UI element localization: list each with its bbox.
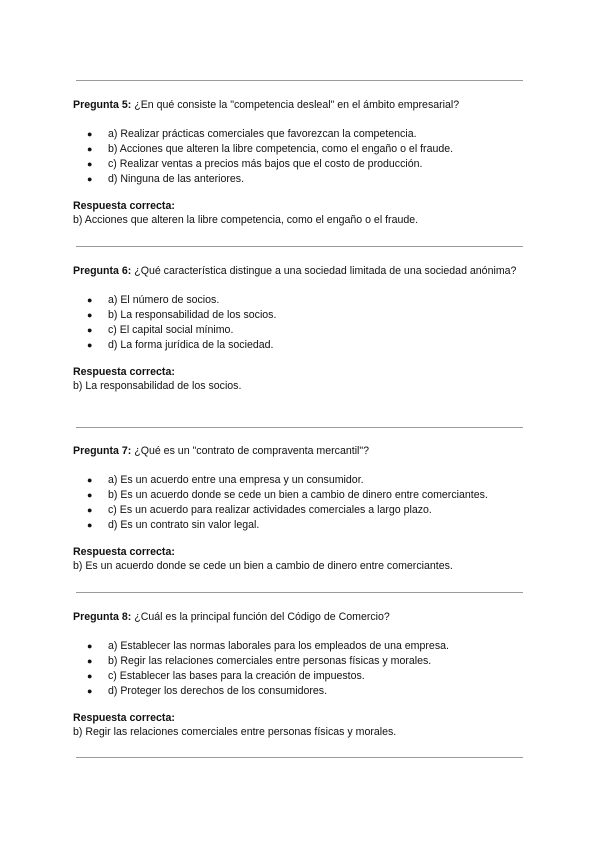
answer-heading: Respuesta correcta: (73, 200, 175, 212)
option-item (73, 127, 525, 142)
question-label: Pregunta 8: (73, 611, 132, 623)
option-item (73, 293, 525, 308)
answer-heading: Respuesta correcta: (73, 546, 175, 558)
option-text: b) Es un acuerdo donde se cede un bien a cambio de dinero entre comerciantes. (108, 489, 488, 501)
bullet-icon: ● (87, 686, 93, 696)
options-list (73, 127, 525, 187)
option-text: c) El capital social mínimo. (108, 324, 234, 336)
divider (76, 427, 523, 428)
bullet-icon: ● (87, 325, 93, 335)
bullet-icon: ● (87, 159, 93, 169)
option-item (73, 338, 525, 353)
bullet-icon: ● (87, 505, 93, 515)
question-body: ¿En qué consiste la "competencia desleal" en el ámbito empresarial? (134, 99, 460, 111)
question-label: Pregunta 6: (73, 265, 132, 277)
option-text: b) Acciones que alteren la libre competencia, como el engaño o el fraude. (108, 143, 454, 155)
answer-heading: Respuesta correcta: (73, 712, 175, 724)
option-text: c) Realizar ventas a precios más bajos que el costo de producción. (108, 158, 423, 170)
option-text: d) Ninguna de las anteriores. (108, 173, 245, 185)
option-text: b) Regir las relaciones comerciales entre personas físicas y morales. (108, 655, 432, 667)
option-item (73, 669, 525, 684)
question-label: Pregunta 7: (73, 445, 132, 457)
options-list (73, 473, 525, 533)
option-text: a) Realizar prácticas comerciales que favorezcan la competencia. (108, 128, 417, 140)
option-item (73, 157, 525, 172)
option-item (73, 308, 525, 323)
bullet-icon: ● (87, 656, 93, 666)
option-text: a) Es un acuerdo entre una empresa y un consumidor. (108, 474, 364, 486)
divider (76, 757, 523, 758)
divider (76, 246, 523, 247)
options-list (73, 639, 525, 699)
bullet-icon: ● (87, 340, 93, 350)
option-item (73, 488, 525, 503)
question-block-7 (73, 444, 525, 573)
option-item (73, 172, 525, 187)
bullet-icon: ● (87, 129, 93, 139)
question-block-5 (73, 98, 525, 227)
option-item (73, 503, 525, 518)
option-text: d) La forma jurídica de la sociedad. (108, 339, 274, 351)
bullet-icon: ● (87, 490, 93, 500)
bullet-icon: ● (87, 475, 93, 485)
question-body: ¿Qué es un "contrato de compraventa mercantil"? (134, 445, 370, 457)
question-text (73, 264, 525, 279)
question-text (73, 610, 525, 625)
question-text (73, 444, 525, 459)
bullet-icon: ● (87, 144, 93, 154)
bullet-icon: ● (87, 671, 93, 681)
question-body: ¿Cuál es la principal función del Código de Comercio? (134, 611, 390, 623)
option-item (73, 684, 525, 699)
question-body: ¿Qué característica distingue a una sociedad limitada de una sociedad anónima? (134, 265, 517, 277)
option-item (73, 639, 525, 654)
options-list (73, 293, 525, 353)
option-item (73, 654, 525, 669)
question-block-6 (73, 264, 525, 393)
bullet-icon: ● (87, 295, 93, 305)
option-text: a) Establecer las normas laborales para los empleados de una empresa. (108, 640, 449, 652)
bullet-icon: ● (87, 310, 93, 320)
option-item (73, 518, 525, 533)
answer-heading: Respuesta correcta: (73, 366, 175, 378)
answer-text: b) Es un acuerdo donde se cede un bien a cambio de dinero entre comerciantes. (73, 560, 453, 572)
option-item (73, 142, 525, 157)
answer-text: b) Acciones que alteren la libre competencia, como el engaño o el fraude. (73, 214, 419, 226)
answer-text: b) Regir las relaciones comerciales entre personas físicas y morales. (73, 726, 397, 738)
option-text: a) El número de socios. (108, 294, 220, 306)
question-text (73, 98, 525, 113)
bullet-icon: ● (87, 641, 93, 651)
divider (76, 80, 523, 81)
option-text: d) Es un contrato sin valor legal. (108, 519, 260, 531)
divider (76, 592, 523, 593)
question-block-8 (73, 610, 525, 739)
question-label: Pregunta 5: (73, 99, 132, 111)
answer-text: b) La responsabilidad de los socios. (73, 380, 242, 392)
option-text: c) Establecer las bases para la creación de impuestos. (108, 670, 365, 682)
option-item (73, 473, 525, 488)
bullet-icon: ● (87, 174, 93, 184)
option-text: b) La responsabilidad de los socios. (108, 309, 277, 321)
option-text: c) Es un acuerdo para realizar actividades comerciales a largo plazo. (108, 504, 432, 516)
option-item (73, 323, 525, 338)
bullet-icon: ● (87, 520, 93, 530)
option-text: d) Proteger los derechos de los consumidores. (108, 685, 328, 697)
